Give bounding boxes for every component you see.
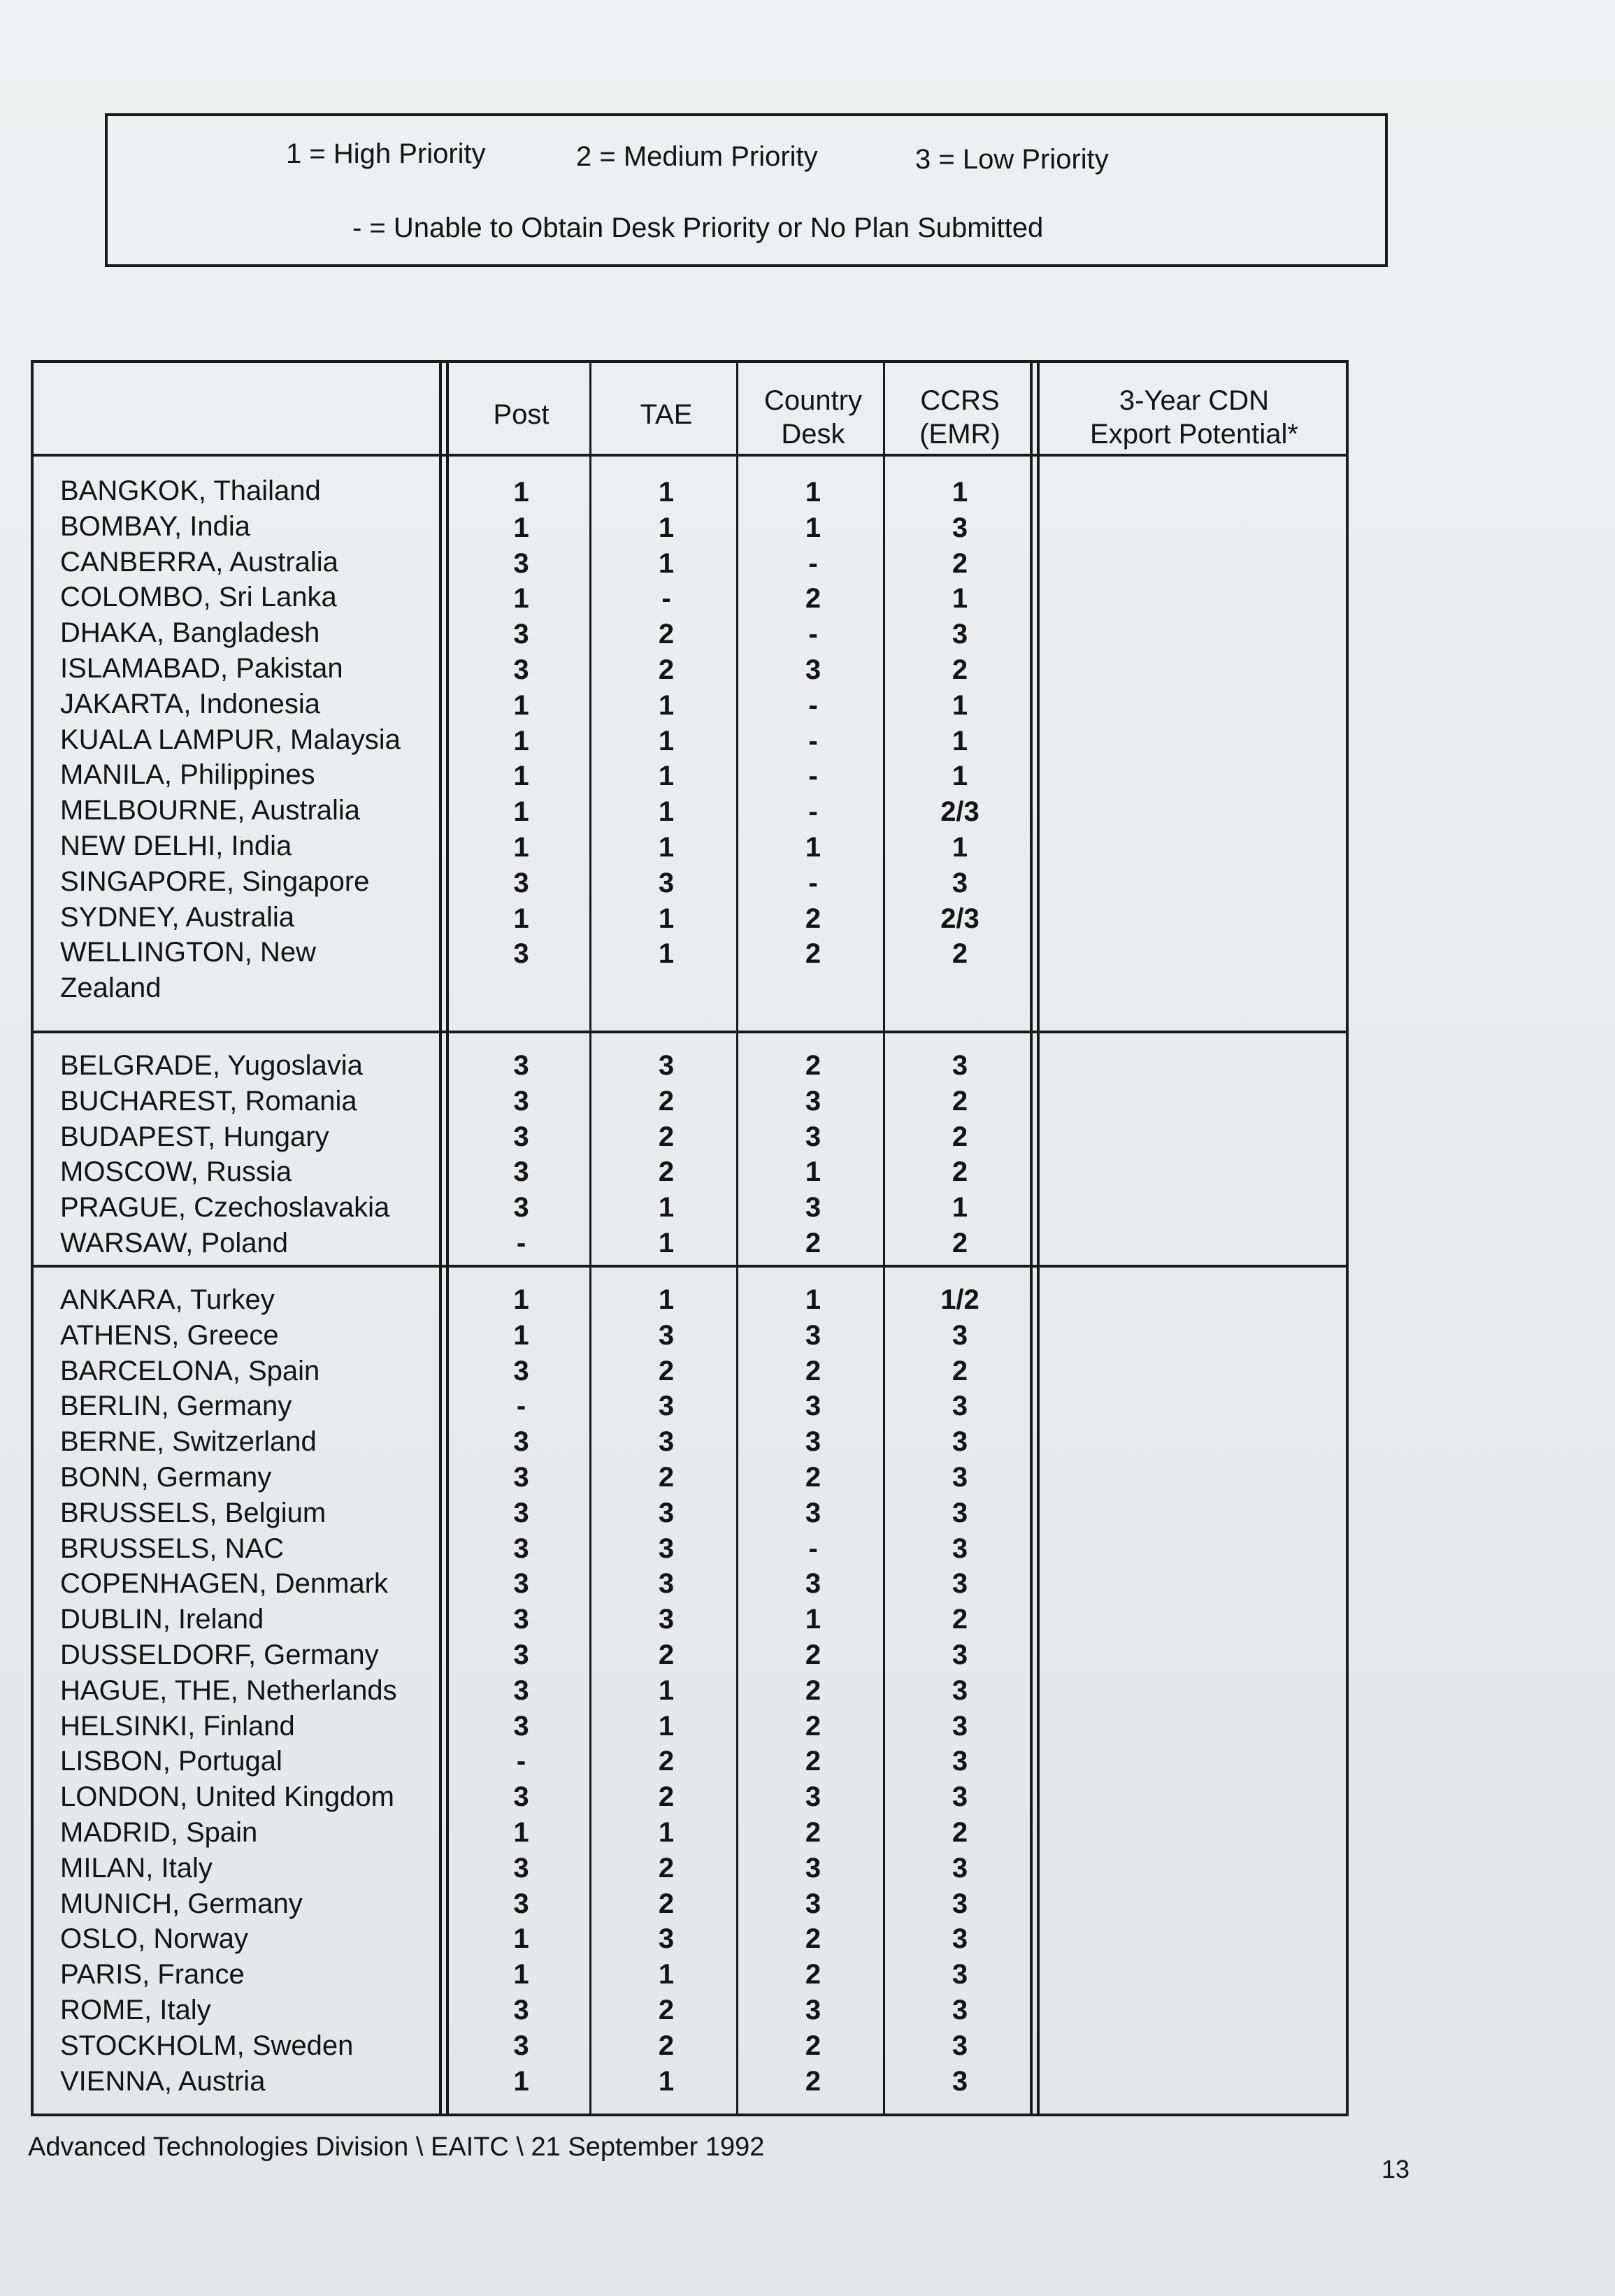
table-cell: 2: [658, 1994, 675, 2025]
group2-tae: [596, 1048, 736, 1261]
table-cell: 1: [513, 1284, 529, 1315]
table-cell: 2: [805, 2030, 821, 2061]
table-cell: 2: [805, 1674, 821, 1706]
header-country-desk-line2: Desk: [781, 419, 845, 450]
table-cell: 1/2: [940, 1284, 979, 1315]
table-cell: 3: [513, 1852, 529, 1884]
table-row-label: MELBOURNE, Australia: [60, 795, 361, 826]
group1-post: [453, 475, 589, 1007]
table-cell: 3: [805, 1888, 821, 1919]
table-cell: 2: [658, 1355, 675, 1386]
table-cell: 3: [952, 1461, 968, 1493]
table-cell: 2: [952, 1604, 968, 1635]
table-cell: 1: [513, 903, 529, 934]
table-cell: 3: [513, 1355, 529, 1386]
table-cell: 1: [658, 1959, 675, 1990]
table-cell: 3: [805, 1426, 821, 1458]
table-cell: 2: [658, 1888, 675, 1919]
column-rule: [883, 363, 885, 2114]
table-cell: 1: [658, 725, 675, 756]
header-export-potential: [1044, 384, 1344, 451]
table-row-label: BERNE, Switzerland: [60, 1426, 317, 1458]
table-cell: 2: [952, 1121, 968, 1152]
table-cell: 3: [952, 1568, 968, 1600]
table-cell: 2: [658, 1639, 675, 1670]
group1-ccrs: [890, 475, 1030, 1007]
table-cell: -: [808, 547, 818, 579]
table-cell: 3: [952, 619, 968, 650]
table-cell: 1: [952, 761, 968, 792]
header-post: Post: [493, 399, 550, 430]
table-cell: 3: [513, 867, 529, 898]
table-cell: 3: [952, 1050, 968, 1081]
table-row-label: BRUSSELS, Belgium: [60, 1497, 326, 1528]
table-row-label: SYDNEY, Australia: [60, 901, 294, 933]
table-row-label: BARCELONA, Spain: [60, 1355, 320, 1386]
table-cell: 2: [952, 1085, 968, 1117]
table-cell: 3: [805, 654, 821, 685]
table-cell: -: [808, 619, 818, 650]
table-cell: 1: [513, 512, 529, 543]
table-cell: 2: [658, 2030, 675, 2061]
legend-medium: 2 = Medium Priority: [576, 141, 818, 172]
table-cell: 1: [658, 689, 675, 721]
table-cell: [890, 972, 1030, 1007]
table-cell: -: [516, 1227, 526, 1258]
table-cell: 1: [513, 796, 529, 828]
table-row-label: MUNICH, Germany: [60, 1888, 303, 1919]
group1-cities: [60, 473, 401, 1006]
table-cell: 2: [805, 2065, 821, 2097]
table-cell: 1: [513, 477, 529, 508]
table-cell: 3: [952, 2030, 968, 2061]
table-row-label: ROME, Italy: [60, 1994, 211, 2025]
table-cell: 3: [513, 1994, 529, 2025]
table-cell: 1: [805, 831, 821, 863]
table-cell: -: [808, 689, 818, 721]
table-cell: 1: [513, 1319, 529, 1351]
table-cell: 3: [513, 1674, 529, 1706]
table-row-label: LISBON, Portugal: [60, 1746, 282, 1777]
table-cell: 3: [952, 1888, 968, 1919]
table-cell: 1: [513, 583, 529, 615]
table-row-label: NEW DELHI, India: [60, 830, 292, 861]
group3-cities: [60, 1282, 397, 2099]
table-cell: 1: [952, 725, 968, 756]
table-row-label: VIENNA, Austria: [60, 2065, 266, 2097]
table-cell: 2: [952, 1816, 968, 1848]
column-rule: [439, 363, 442, 2114]
table-row-label: BERLIN, Germany: [60, 1391, 292, 1422]
table-cell: 3: [952, 1781, 968, 1813]
table-cell: 1: [805, 1284, 821, 1315]
table-cell: 2/3: [940, 903, 979, 934]
table-cell: [596, 972, 736, 1007]
table-row-label: MADRID, Spain: [60, 1816, 258, 1848]
table-cell: 2: [805, 1461, 821, 1493]
table-cell: 3: [658, 1923, 675, 1955]
priority-table: [31, 360, 1349, 2116]
table-cell: 1: [658, 1710, 675, 1742]
table-cell: [743, 972, 883, 1007]
group3-post: [453, 1282, 589, 2099]
table-cell: 1: [658, 547, 675, 579]
table-cell: 3: [513, 2030, 529, 2061]
table-row-label: BANGKOK, Thailand: [60, 475, 321, 506]
table-cell: 2: [658, 1461, 675, 1493]
table-cell: 1: [658, 938, 675, 970]
table-cell: 3: [513, 1121, 529, 1152]
table-cell: 2: [805, 1816, 821, 1848]
table-cell: -: [516, 1391, 526, 1422]
table-cell: 3: [513, 938, 529, 970]
table-row-label: OSLO, Norway: [60, 1923, 248, 1955]
group3-desk: [743, 1282, 883, 2099]
table-cell: 1: [658, 1816, 675, 1848]
table-cell: 2: [805, 1050, 821, 1081]
table-cell: 3: [658, 1391, 675, 1422]
table-cell: 3: [513, 1781, 529, 1813]
table-cell: -: [808, 796, 818, 828]
header-export-line2: Export Potential*: [1090, 419, 1298, 450]
table-cell: 3: [952, 512, 968, 543]
table-cell: -: [808, 761, 818, 792]
table-cell: 3: [513, 1461, 529, 1493]
table-cell: 2: [658, 1085, 675, 1117]
table-row-label: WARSAW, Poland: [60, 1227, 289, 1258]
table-cell: 3: [658, 1426, 675, 1458]
footer-text: Advanced Technologies Division \ EAITC \ 21 September 1992: [28, 2132, 765, 2162]
table-cell: [453, 972, 589, 1007]
table-cell: 3: [658, 1568, 675, 1600]
table-cell: 3: [513, 1639, 529, 1670]
table-cell: 3: [805, 1852, 821, 1884]
table-cell: 1: [658, 903, 675, 934]
table-cell: 2: [952, 938, 968, 970]
table-cell: 1: [805, 512, 821, 543]
table-cell: 3: [513, 547, 529, 579]
table-cell: 3: [805, 1319, 821, 1351]
group3-ccrs: [890, 1282, 1030, 2099]
header-export-line1: 3-Year CDN: [1119, 385, 1270, 416]
priority-legend: [105, 113, 1388, 267]
header-ccrs-line1: CCRS: [920, 385, 1000, 416]
table-cell: 2: [805, 1923, 821, 1955]
table-row-label: MOSCOW, Russia: [60, 1156, 292, 1188]
table-row-label: COLOMBO, Sri Lanka: [60, 582, 337, 613]
page-number: 13: [1381, 2155, 1410, 2183]
table-cell: 3: [513, 1192, 529, 1224]
header-country-desk: [743, 384, 883, 451]
table-row-label: ATHENS, Greece: [60, 1319, 279, 1351]
table-cell: 1: [513, 761, 529, 792]
table-cell: 3: [658, 1050, 675, 1081]
table-cell: 2: [658, 619, 675, 650]
table-cell: 2: [658, 654, 675, 685]
table-cell: 3: [805, 1497, 821, 1528]
table-cell: 1: [658, 1192, 675, 1224]
table-cell: 1: [658, 831, 675, 863]
table-cell: 3: [658, 867, 675, 898]
table-cell: 1: [952, 477, 968, 508]
table-row-label: BUDAPEST, Hungary: [60, 1121, 329, 1152]
table-cell: 1: [952, 831, 968, 863]
legend-low: 3 = Low Priority: [915, 144, 1109, 175]
table-cell: 2: [952, 1156, 968, 1188]
table-cell: 3: [513, 1533, 529, 1564]
table-cell: 3: [513, 1085, 529, 1117]
table-row-label: PARIS, France: [60, 1959, 245, 1990]
table-cell: 2: [805, 1710, 821, 1742]
table-cell: 3: [805, 1568, 821, 1600]
table-cell: 3: [805, 1994, 821, 2025]
table-cell: 3: [952, 1710, 968, 1742]
table-row-label: BRUSSELS, NAC: [60, 1533, 285, 1564]
table-cell: 2: [805, 903, 821, 934]
table-cell: 2: [805, 583, 821, 615]
table-cell: 1: [952, 689, 968, 721]
table-cell: 3: [952, 1391, 968, 1422]
table-cell: 3: [513, 1888, 529, 1919]
group2-cities: [60, 1048, 389, 1261]
table-row-label: DUSSELDORF, Germany: [60, 1639, 379, 1670]
table-cell: 2: [805, 1639, 821, 1670]
group-divider: [34, 1265, 1346, 1268]
group2-post: [453, 1048, 589, 1261]
table-row-label: Zealand: [60, 973, 162, 1004]
group2-desk: [743, 1048, 883, 1261]
table-cell: 1: [658, 2065, 675, 2097]
table-cell: 3: [513, 619, 529, 650]
header-tae: TAE: [640, 399, 693, 430]
table-cell: 3: [805, 1121, 821, 1152]
table-cell: 2: [952, 1227, 968, 1258]
table-cell: 3: [952, 1639, 968, 1670]
table-row-label: BUCHAREST, Romania: [60, 1085, 357, 1117]
table-cell: 2: [658, 1121, 675, 1152]
table-cell: -: [661, 583, 671, 615]
table-cell: 3: [658, 1533, 675, 1564]
table-cell: 3: [513, 654, 529, 685]
table-cell: 1: [805, 1156, 821, 1188]
table-cell: 3: [952, 1533, 968, 1564]
table-cell: 1: [513, 725, 529, 756]
table-cell: 3: [805, 1391, 821, 1422]
table-cell: 3: [513, 1497, 529, 1528]
table-cell: 2: [952, 547, 968, 579]
table-row-label: DHAKA, Bangladesh: [60, 617, 320, 649]
table-row-label: CANBERRA, Australia: [60, 546, 338, 577]
table-row-label: WELLINGTON, New: [60, 937, 316, 968]
table-cell: 3: [513, 1426, 529, 1458]
table-row-label: ISLAMABAD, Pakistan: [60, 652, 343, 684]
table-row-label: HELSINKI, Finland: [60, 1710, 295, 1742]
table-row-label: MILAN, Italy: [60, 1852, 213, 1884]
table-cell: 3: [952, 1923, 968, 1955]
header-country-desk-line1: Country: [763, 385, 863, 416]
table-cell: 1: [658, 1674, 675, 1706]
table-cell: 2: [658, 1852, 675, 1884]
table-cell: 2: [805, 938, 821, 970]
table-cell: 1: [513, 1816, 529, 1848]
table-cell: 3: [513, 1604, 529, 1635]
table-cell: 3: [952, 1746, 968, 1777]
table-cell: 3: [952, 1852, 968, 1884]
table-cell: 1: [805, 1604, 821, 1635]
table-cell: 1: [658, 761, 675, 792]
table-cell: 1: [658, 796, 675, 828]
table-cell: 2: [658, 1746, 675, 1777]
column-rule: [589, 363, 591, 2114]
table-cell: 3: [952, 1959, 968, 1990]
table-cell: 1: [513, 2065, 529, 2097]
column-rule-double: [1037, 363, 1040, 2114]
table-cell: 3: [952, 1497, 968, 1528]
table-cell: 3: [513, 1568, 529, 1600]
table-cell: 2: [658, 1156, 675, 1188]
table-cell: 3: [513, 1710, 529, 1742]
table-cell: 2/3: [940, 796, 979, 828]
table-row-label: COPENHAGEN, Denmark: [60, 1568, 388, 1600]
table-row-label: MANILA, Philippines: [60, 759, 315, 791]
table-cell: 3: [805, 1781, 821, 1813]
table-cell: 3: [658, 1319, 675, 1351]
table-cell: 2: [952, 654, 968, 685]
table-row-label: BOMBAY, India: [60, 510, 250, 542]
legend-none: - = Unable to Obtain Desk Priority or No Plan Submitted: [352, 213, 1044, 243]
table-cell: 3: [952, 867, 968, 898]
table-cell: 1: [513, 1959, 529, 1990]
table-cell: -: [808, 867, 818, 898]
group3-tae: [596, 1282, 736, 2099]
table-cell: 2: [805, 1355, 821, 1386]
table-cell: 1: [805, 477, 821, 508]
table-cell: 3: [952, 1319, 968, 1351]
table-cell: 1: [513, 1923, 529, 1955]
header-ccrs-line2: (EMR): [919, 419, 1000, 450]
table-cell: 2: [805, 1227, 821, 1258]
group2-ccrs: [890, 1048, 1030, 1261]
table-cell: 3: [658, 1497, 675, 1528]
table-cell: 1: [658, 1227, 675, 1258]
table-row-label: DUBLIN, Ireland: [60, 1604, 264, 1635]
table-cell: 1: [658, 512, 675, 543]
table-cell: 1: [952, 583, 968, 615]
table-row-label: SINGAPORE, Singapore: [60, 866, 370, 897]
table-cell: 1: [513, 689, 529, 721]
table-cell: 2: [952, 1355, 968, 1386]
table-row-label: JAKARTA, Indonesia: [60, 688, 321, 719]
column-rule: [736, 363, 738, 2114]
table-row-label: ANKARA, Turkey: [60, 1284, 275, 1315]
table-cell: 1: [658, 477, 675, 508]
table-cell: 3: [658, 1604, 675, 1635]
table-cell: 3: [952, 1994, 968, 2025]
table-cell: -: [808, 725, 818, 756]
table-cell: -: [808, 1533, 818, 1564]
table-cell: 1: [513, 831, 529, 863]
table-cell: 3: [952, 1674, 968, 1706]
table-cell: 2: [658, 1781, 675, 1813]
table-cell: 3: [805, 1085, 821, 1117]
column-rule-double: [446, 363, 449, 2114]
table-cell: -: [516, 1746, 526, 1777]
group1-desk: [743, 475, 883, 1007]
header-rule: [34, 454, 1346, 457]
header-ccrs: [890, 384, 1030, 451]
column-rule: [1030, 363, 1033, 2114]
table-cell: 3: [805, 1192, 821, 1224]
table-row-label: PRAGUE, Czechoslavakia: [60, 1192, 390, 1224]
table-cell: 3: [513, 1156, 529, 1188]
table-row-label: BELGRADE, Yugoslavia: [60, 1050, 363, 1081]
table-row-label: KUALA LAMPUR, Malaysia: [60, 724, 401, 755]
table-row-label: BONN, Germany: [60, 1461, 272, 1493]
group-divider: [34, 1031, 1346, 1033]
table-cell: 2: [805, 1959, 821, 1990]
table-cell: 2: [805, 1746, 821, 1777]
table-cell: 1: [952, 1192, 968, 1224]
table-cell: 3: [513, 1050, 529, 1081]
table-row-label: HAGUE, THE, Netherlands: [60, 1674, 397, 1706]
group1-tae: [596, 475, 736, 1007]
table-cell: 3: [952, 1426, 968, 1458]
table-row-label: STOCKHOLM, Sweden: [60, 2030, 354, 2061]
table-row-label: LONDON, United Kingdom: [60, 1781, 394, 1813]
legend-high: 1 = High Priority: [286, 138, 486, 169]
table-cell: 3: [952, 2065, 968, 2097]
table-cell: 1: [658, 1284, 675, 1315]
